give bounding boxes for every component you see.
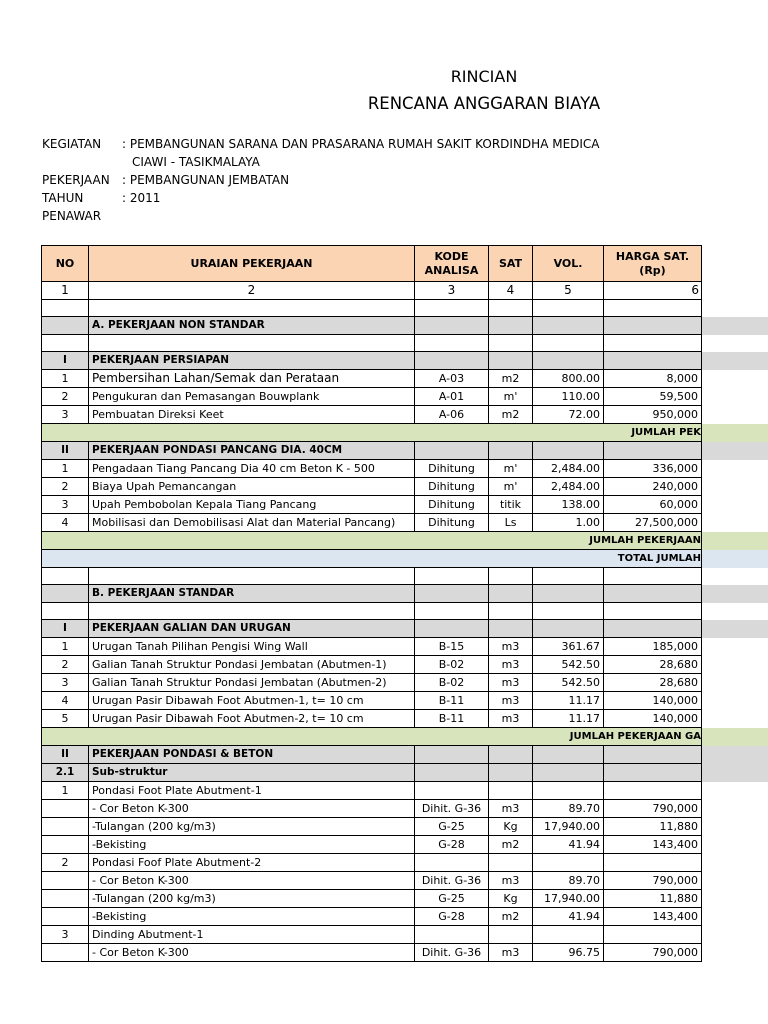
row-uraian: - Cor Beton K-300	[89, 944, 415, 962]
row-harga: 790,000	[604, 800, 702, 818]
row-sat: Kg	[489, 890, 533, 908]
empty-cell	[489, 568, 533, 585]
row-sat: m3	[489, 872, 533, 890]
tahun-value: : 2011	[122, 191, 161, 205]
spacer-row	[42, 603, 768, 620]
row-vol: 17,940.00	[533, 818, 604, 836]
row-kode: B-11	[415, 710, 489, 728]
row-vol: 11.17	[533, 710, 604, 728]
empty-cell	[604, 317, 702, 335]
row-vol: 361.67	[533, 638, 604, 656]
row-harga: 950,000	[604, 406, 702, 424]
row-no	[42, 944, 89, 962]
row-vol: 138.00	[533, 496, 604, 514]
empty-cell	[489, 603, 533, 620]
row-uraian: Dinding Abutment-1	[89, 926, 415, 944]
row-no: 2	[42, 656, 89, 674]
row-uraian: Mobilisasi dan Demobilisasi Alat dan Material Pancang)	[89, 514, 415, 532]
row-kode: Dihit. G-36	[415, 800, 489, 818]
table-row	[42, 890, 768, 908]
row-kode	[415, 854, 489, 872]
row-kode: A-06	[415, 406, 489, 424]
row-kode: A-03	[415, 370, 489, 388]
empty-cell	[604, 352, 702, 370]
table-row	[42, 514, 768, 532]
row-harga: 28,680	[604, 656, 702, 674]
empty-cell	[415, 352, 489, 370]
row-harga: 8,000	[604, 370, 702, 388]
row-uraian: Pondasi Foof Plate Abutment-2	[89, 854, 415, 872]
empty-cell	[89, 568, 415, 585]
row-kode: G-25	[415, 818, 489, 836]
table-row	[42, 406, 768, 424]
row-uraian: Urugan Pasir Dibawah Foot Abutmen-2, t= 10 cm	[89, 710, 415, 728]
empty-cell	[415, 603, 489, 620]
section-title: PEKERJAAN PONDASI PANCANG DIA. 40CM	[89, 442, 415, 460]
row-uraian: - Cor Beton K-300	[89, 872, 415, 890]
empty-cell	[89, 603, 415, 620]
row-harga: 27,500,000	[604, 514, 702, 532]
row-kode: Dihitung	[415, 460, 489, 478]
subtotal-row	[42, 728, 768, 746]
pekerjaan-value: : PEMBANGUNAN JEMBATAN	[122, 173, 290, 187]
empty-cell	[533, 620, 604, 638]
empty-cell	[489, 335, 533, 352]
section-row	[42, 746, 768, 764]
row-no	[42, 890, 89, 908]
doc-title: RINCIAN	[450, 67, 518, 86]
row-sat: m3	[489, 674, 533, 692]
table-row	[42, 478, 768, 496]
column-number-row	[42, 282, 768, 300]
empty-cell	[42, 300, 89, 317]
row-kode	[415, 782, 489, 800]
row-no: 5	[42, 710, 89, 728]
empty-cell	[89, 300, 415, 317]
colnum: 2	[89, 282, 415, 300]
row-kode: Dihitung	[415, 496, 489, 514]
table-row	[42, 872, 768, 890]
section-title: PEKERJAAN PONDASI & BETON	[89, 746, 415, 764]
row-uraian: Urugan Tanah Pilihan Pengisi Wing Wall	[89, 638, 415, 656]
row-harga	[604, 782, 702, 800]
header-vol: VOL.	[533, 246, 604, 282]
row-harga: 790,000	[604, 872, 702, 890]
empty-cell	[604, 603, 702, 620]
row-no: 1	[42, 782, 89, 800]
table-row	[42, 496, 768, 514]
empty-cell	[533, 317, 604, 335]
empty-cell	[604, 620, 702, 638]
header-uraian: URAIAN PEKERJAAN	[89, 246, 415, 282]
section-row	[42, 352, 768, 370]
row-harga: 143,400	[604, 836, 702, 854]
row-no: 1	[42, 370, 89, 388]
row-uraian: Biaya Upah Pemancangan	[89, 478, 415, 496]
row-harga	[604, 854, 702, 872]
empty-cell	[415, 317, 489, 335]
row-sat: m'	[489, 478, 533, 496]
section-title: PEKERJAAN GALIAN DAN URUGAN	[89, 620, 415, 638]
section-number: II	[42, 442, 89, 460]
row-uraian: -Tulangan (200 kg/m3)	[89, 890, 415, 908]
row-uraian: -Tulangan (200 kg/m3)	[89, 818, 415, 836]
table-row	[42, 638, 768, 656]
empty-cell	[533, 585, 604, 603]
empty-cell	[489, 442, 533, 460]
table-row	[42, 800, 768, 818]
spacer-row	[42, 335, 768, 352]
doc-subtitle: RENCANA ANGGARAN BIAYA	[367, 94, 601, 113]
row-kode: G-28	[415, 908, 489, 926]
row-uraian: Galian Tanah Struktur Pondasi Jembatan (Abutmen-2)	[89, 674, 415, 692]
section-number	[42, 317, 89, 335]
table-row	[42, 674, 768, 692]
row-sat: m3	[489, 638, 533, 656]
row-vol	[533, 926, 604, 944]
row-no	[42, 908, 89, 926]
kegiatan-value-2: CIAWI - TASIKMALAYA	[132, 155, 260, 169]
row-vol: 542.50	[533, 674, 604, 692]
table-row	[42, 854, 768, 872]
section-number: 2.1	[42, 764, 89, 782]
row-vol: 41.94	[533, 836, 604, 854]
header-kode: KODE ANALISA	[415, 246, 489, 282]
empty-cell	[533, 352, 604, 370]
section-number: I	[42, 352, 89, 370]
row-vol: 96.75	[533, 944, 604, 962]
empty-cell	[489, 317, 533, 335]
row-sat: Ls	[489, 514, 533, 532]
empty-cell	[533, 603, 604, 620]
colnum: 6	[604, 282, 702, 300]
table-row	[42, 692, 768, 710]
colnum: 4	[489, 282, 533, 300]
empty-cell	[415, 300, 489, 317]
row-sat: m2	[489, 370, 533, 388]
empty-cell	[604, 764, 702, 782]
row-no: 3	[42, 926, 89, 944]
table-row	[42, 818, 768, 836]
row-uraian: Upah Pembobolan Kepala Tiang Pancang	[89, 496, 415, 514]
row-kode: B-02	[415, 674, 489, 692]
row-harga: 336,000	[604, 460, 702, 478]
row-vol: 800.00	[533, 370, 604, 388]
row-sat: m3	[489, 944, 533, 962]
tahun-label: TAHUN	[42, 191, 84, 205]
empty-cell	[533, 442, 604, 460]
empty-cell	[415, 620, 489, 638]
kegiatan-label: KEGIATAN	[42, 137, 102, 151]
row-uraian: -Bekisting	[89, 908, 415, 926]
empty-cell	[42, 335, 89, 352]
section-title: B. PEKERJAAN STANDAR	[89, 585, 415, 603]
empty-cell	[415, 442, 489, 460]
row-no	[42, 800, 89, 818]
header-no: NO	[42, 246, 89, 282]
header-sat: SAT	[489, 246, 533, 282]
row-harga: 140,000	[604, 710, 702, 728]
table-row	[42, 370, 768, 388]
row-sat	[489, 782, 533, 800]
row-vol: 17,940.00	[533, 890, 604, 908]
row-uraian: Pembuatan Direksi Keet	[89, 406, 415, 424]
table-row	[42, 926, 768, 944]
subtotal-label: JUMLAH PEKERJAAN GA	[42, 728, 702, 746]
row-uraian: Urugan Pasir Dibawah Foot Abutmen-1, t= 10 cm	[89, 692, 415, 710]
row-kode: B-11	[415, 692, 489, 710]
subtotal-label: TOTAL JUMLAH	[42, 550, 702, 568]
row-uraian: Pondasi Foot Plate Abutment-1	[89, 782, 415, 800]
header-harga: HARGA SAT. (Rp)	[604, 246, 702, 282]
row-no: 1	[42, 638, 89, 656]
row-no	[42, 818, 89, 836]
row-sat: m'	[489, 388, 533, 406]
empty-cell	[604, 300, 702, 317]
table-header	[42, 246, 768, 282]
row-no: 1	[42, 460, 89, 478]
empty-cell	[604, 585, 702, 603]
row-vol: 542.50	[533, 656, 604, 674]
row-kode: G-28	[415, 836, 489, 854]
row-no: 4	[42, 692, 89, 710]
empty-cell	[604, 442, 702, 460]
row-uraian: -Bekisting	[89, 836, 415, 854]
row-vol: 2,484.00	[533, 460, 604, 478]
table-row	[42, 944, 768, 962]
section-number	[42, 585, 89, 603]
row-sat	[489, 854, 533, 872]
section-title: A. PEKERJAAN NON STANDAR	[89, 317, 415, 335]
rab-table	[41, 245, 768, 962]
table-row	[42, 656, 768, 674]
row-uraian: Pengadaan Tiang Pancang Dia 40 cm Beton K - 500	[89, 460, 415, 478]
row-harga: 185,000	[604, 638, 702, 656]
section-row	[42, 585, 768, 603]
table-row	[42, 388, 768, 406]
empty-cell	[533, 746, 604, 764]
row-harga: 143,400	[604, 908, 702, 926]
row-kode: B-02	[415, 656, 489, 674]
empty-cell	[42, 568, 89, 585]
row-kode: Dihitung	[415, 478, 489, 496]
row-vol: 72.00	[533, 406, 604, 424]
row-sat: m3	[489, 800, 533, 818]
row-vol: 11.17	[533, 692, 604, 710]
section-row	[42, 620, 768, 638]
empty-cell	[533, 335, 604, 352]
row-vol	[533, 782, 604, 800]
subtotal-row	[42, 424, 768, 442]
row-sat: m2	[489, 406, 533, 424]
empty-cell	[533, 300, 604, 317]
table-row	[42, 908, 768, 926]
kegiatan-value: : PEMBANGUNAN SARANA DAN PRASARANA RUMAH SAKIT KORDINDHA MEDICA	[122, 137, 600, 151]
row-no: 2	[42, 478, 89, 496]
row-no	[42, 872, 89, 890]
empty-cell	[604, 746, 702, 764]
row-no: 3	[42, 674, 89, 692]
empty-cell	[415, 585, 489, 603]
empty-cell	[415, 746, 489, 764]
spacer-row	[42, 300, 768, 317]
row-vol: 110.00	[533, 388, 604, 406]
row-no: 3	[42, 496, 89, 514]
section-number: II	[42, 746, 89, 764]
empty-cell	[604, 335, 702, 352]
row-no: 2	[42, 388, 89, 406]
subtotal-label: JUMLAH PEKERJAAN	[42, 532, 702, 550]
row-harga: 59,500	[604, 388, 702, 406]
colnum: 5	[533, 282, 604, 300]
row-sat: m3	[489, 692, 533, 710]
row-uraian: Pembersihan Lahan/Semak dan Perataan	[89, 370, 415, 388]
row-harga: 11,880	[604, 818, 702, 836]
colnum: 1	[42, 282, 89, 300]
section-title: PEKERJAAN PERSIAPAN	[89, 352, 415, 370]
section-row	[42, 442, 768, 460]
section-number: I	[42, 620, 89, 638]
empty-cell	[533, 568, 604, 585]
row-sat: m3	[489, 656, 533, 674]
empty-cell	[489, 585, 533, 603]
row-sat: m2	[489, 908, 533, 926]
row-harga: 790,000	[604, 944, 702, 962]
table-row	[42, 782, 768, 800]
row-kode: B-15	[415, 638, 489, 656]
row-vol	[533, 854, 604, 872]
row-kode: G-25	[415, 890, 489, 908]
row-sat: m'	[489, 460, 533, 478]
row-vol: 1.00	[533, 514, 604, 532]
empty-cell	[489, 764, 533, 782]
row-sat: m2	[489, 836, 533, 854]
table-row	[42, 836, 768, 854]
section-row	[42, 764, 768, 782]
empty-cell	[89, 335, 415, 352]
empty-cell	[42, 603, 89, 620]
row-sat: Kg	[489, 818, 533, 836]
subtotal-label: JUMLAH PEK	[42, 424, 702, 442]
row-kode: Dihit. G-36	[415, 872, 489, 890]
empty-cell	[489, 746, 533, 764]
row-sat: titik	[489, 496, 533, 514]
row-kode: Dihit. G-36	[415, 944, 489, 962]
row-harga: 28,680	[604, 674, 702, 692]
table-row	[42, 460, 768, 478]
row-sat: m3	[489, 710, 533, 728]
row-no: 2	[42, 854, 89, 872]
row-harga: 240,000	[604, 478, 702, 496]
row-no: 3	[42, 406, 89, 424]
row-harga	[604, 926, 702, 944]
empty-cell	[489, 620, 533, 638]
colnum: 3	[415, 282, 489, 300]
empty-cell	[489, 352, 533, 370]
subtotal-row	[42, 532, 768, 550]
subtotal-row	[42, 550, 768, 568]
row-uraian: - Cor Beton K-300	[89, 800, 415, 818]
spacer-row	[42, 568, 768, 585]
empty-cell	[489, 300, 533, 317]
row-kode: Dihitung	[415, 514, 489, 532]
row-vol: 41.94	[533, 908, 604, 926]
row-sat	[489, 926, 533, 944]
row-vol: 89.70	[533, 800, 604, 818]
row-vol: 2,484.00	[533, 478, 604, 496]
row-no: 4	[42, 514, 89, 532]
penawar-label: PENAWAR	[42, 209, 102, 223]
pekerjaan-label: PEKERJAAN	[42, 173, 110, 187]
empty-cell	[533, 764, 604, 782]
row-no	[42, 836, 89, 854]
row-harga: 60,000	[604, 496, 702, 514]
row-harga: 140,000	[604, 692, 702, 710]
row-kode: A-01	[415, 388, 489, 406]
empty-cell	[415, 335, 489, 352]
empty-cell	[604, 568, 702, 585]
section-row	[42, 317, 768, 335]
table-row	[42, 710, 768, 728]
empty-cell	[415, 764, 489, 782]
row-vol: 89.70	[533, 872, 604, 890]
row-kode	[415, 926, 489, 944]
row-harga: 11,880	[604, 890, 702, 908]
row-uraian: Pengukuran dan Pemasangan Bouwplank	[89, 388, 415, 406]
empty-cell	[415, 568, 489, 585]
section-title: Sub-struktur	[89, 764, 415, 782]
row-uraian: Galian Tanah Struktur Pondasi Jembatan (Abutmen-1)	[89, 656, 415, 674]
